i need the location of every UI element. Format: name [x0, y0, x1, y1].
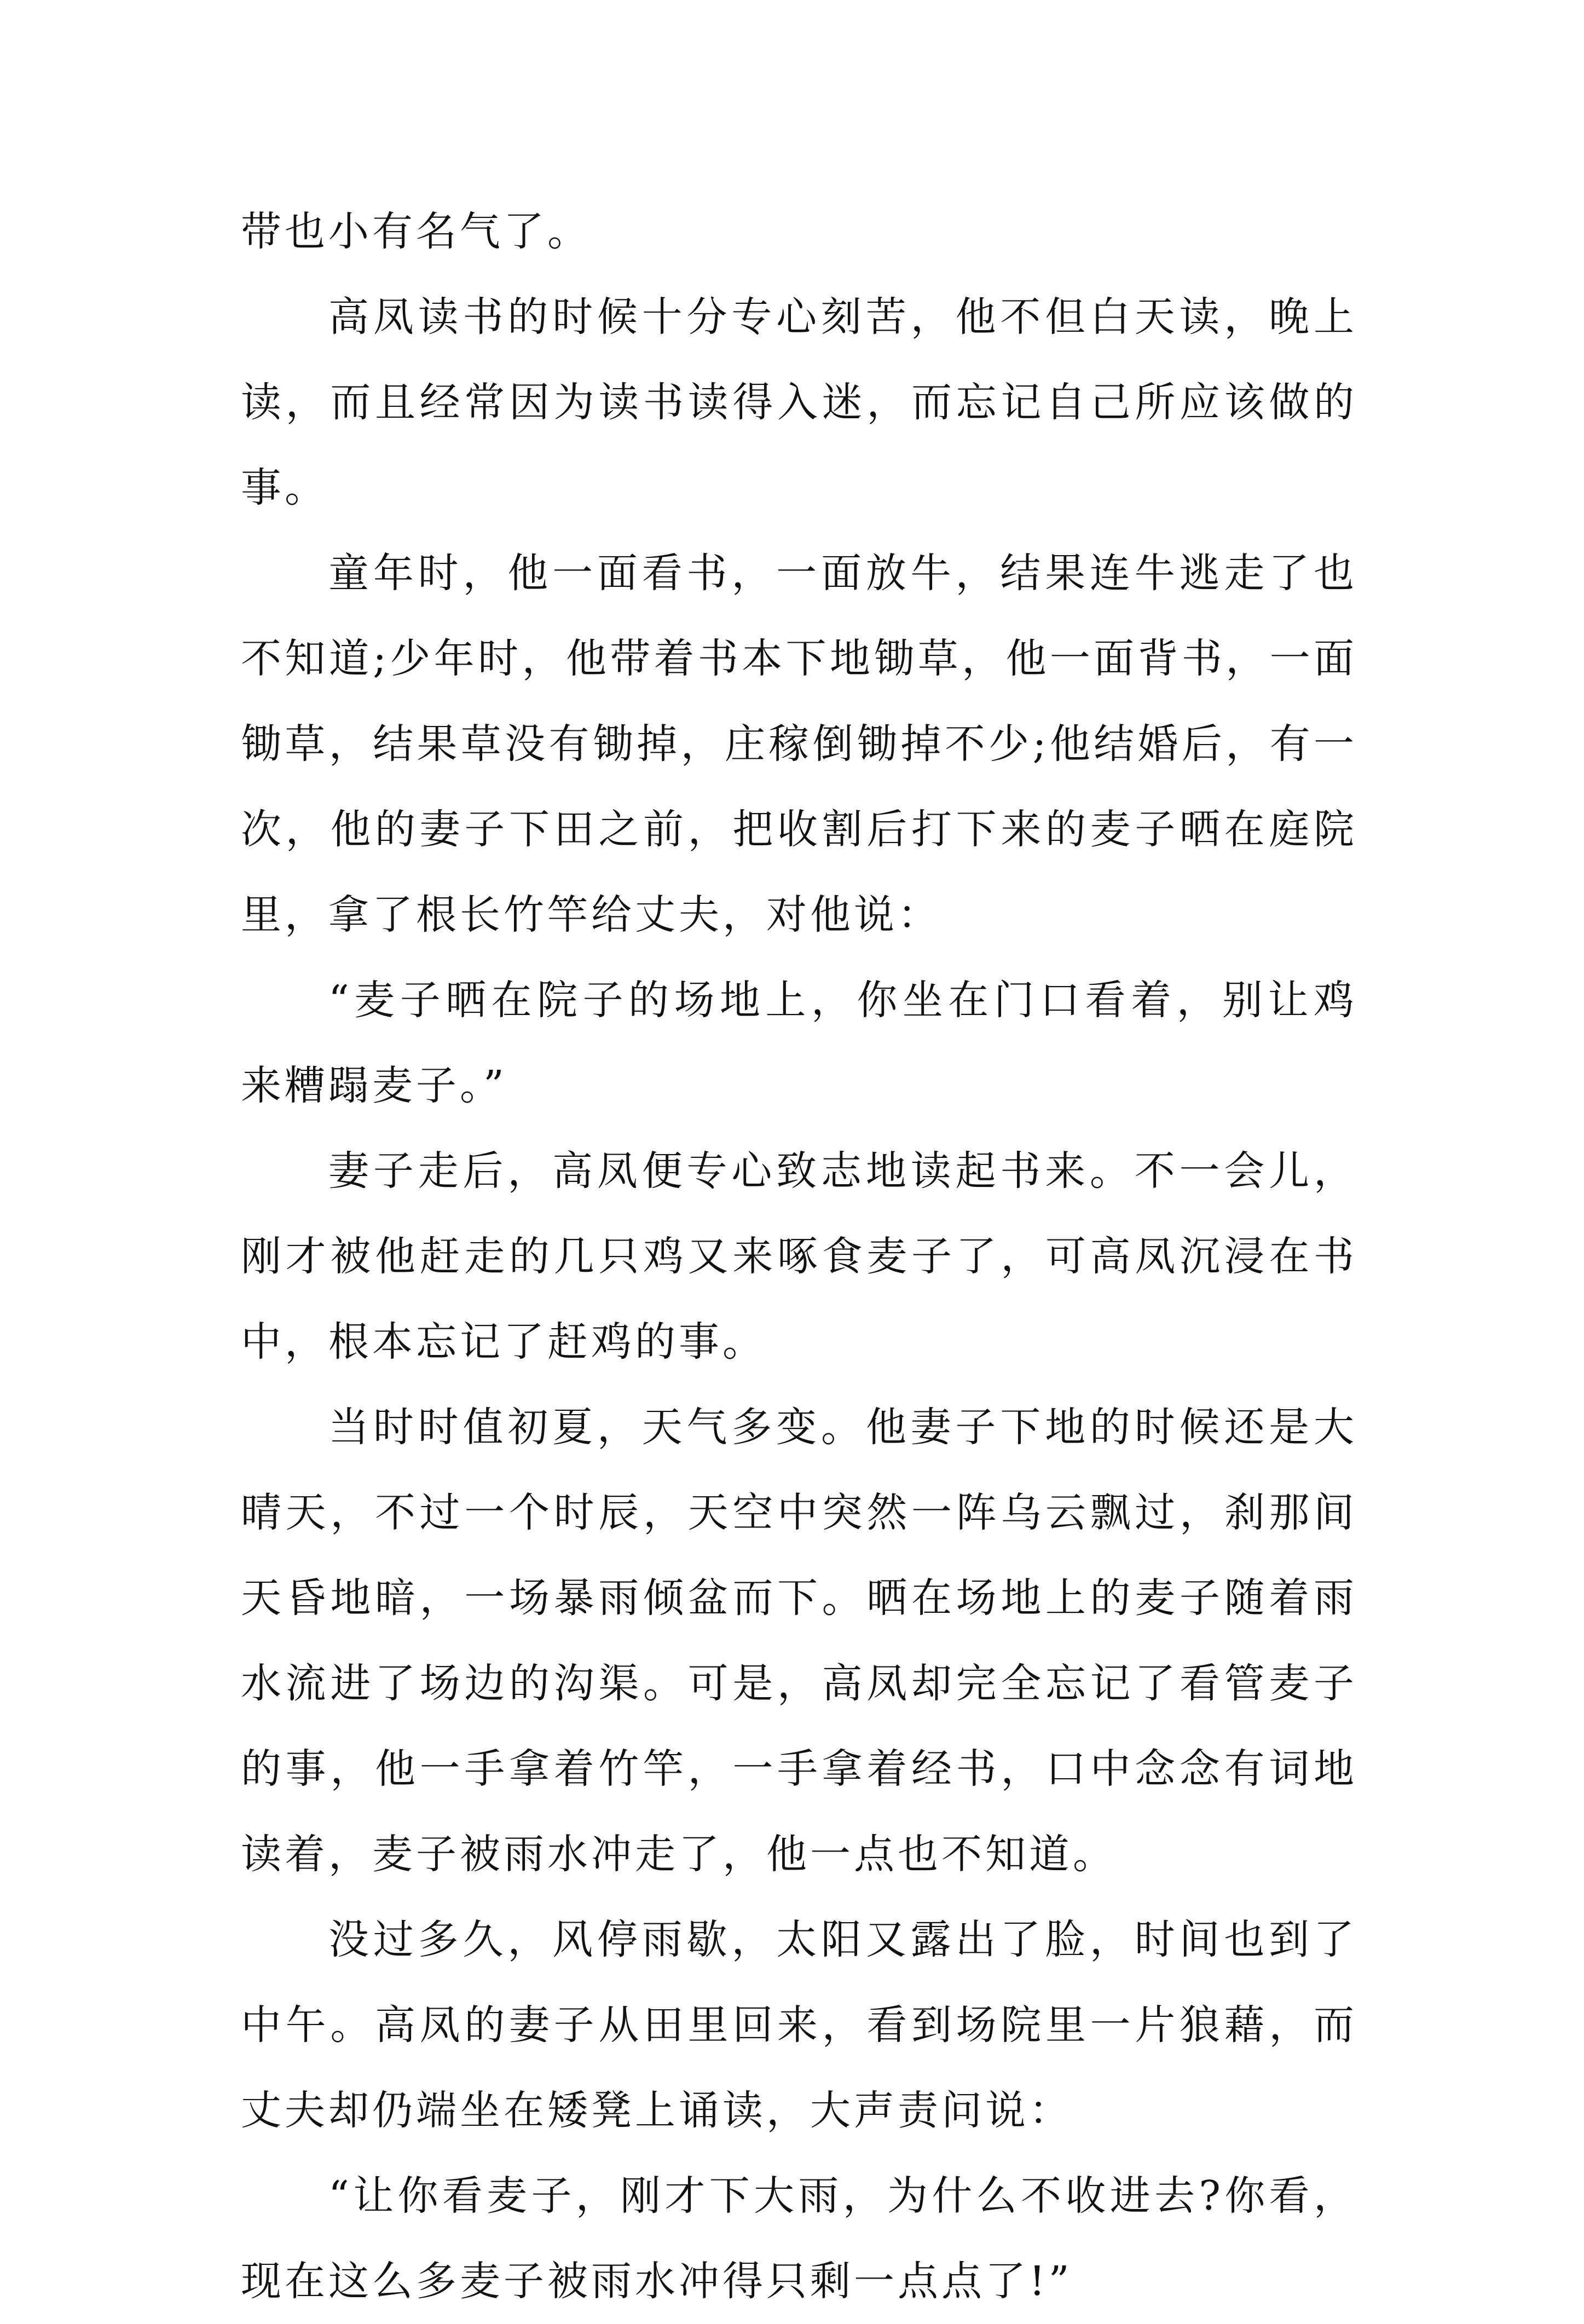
paragraph-quote: “麦子晒在院子的场地上，你坐在门口看着，别让鸡来糟蹋麦子。” — [241, 977, 1357, 1109]
paragraph: 没过多久，风停雨歇，太阳又露出了脸，时间也到了中午。高凤的妻子从田里回来，看到场院里一片狼藉，而丈夫却仍端坐在矮凳上诵读，大声责问说： — [241, 1916, 1357, 2134]
paragraph-continuation: 带也小有名气了。 — [241, 208, 591, 255]
paragraph-quote: “让你看麦子，刚才下大雨，为什么不收进去?你看，现在这么多麦子被雨水冲得只剩一点点了!” — [241, 2172, 1357, 2305]
paragraph: 高凤读书的时候十分专心刻苦，他不但白天读，晚上读，而且经常因为读书读得入迷，而忘记自己所应该做的事。 — [241, 293, 1357, 511]
document-body — [241, 189, 1357, 2324]
paragraph: 当时时值初夏，天气多变。他妻子下地的时候还是大晴天，不过一个时辰，天空中突然一阵乌云飘过，刹那间天昏地暗，一场暴雨倾盆而下。晒在场地上的麦子随着雨水流进了场边的沟渠。可是，高凤却完全忘记了看管麦子的事，他一手拿着竹竿，一手拿着经书，口中念念有词地读着，麦子被雨水冲走了，他一点也不知道。 — [241, 1404, 1357, 1878]
paragraph: 妻子走后，高凤便专心致志地读起书来。不一会儿，刚才被他赶走的几只鸡又来啄食麦子了，可高凤沉浸在书中，根本忘记了赶鸡的事。 — [241, 1147, 1357, 1365]
paragraph: 童年时，他一面看书，一面放牛，结果连牛逃走了也不知道;少年时，他带着书本下地锄草，他一面背书，一面锄草，结果草没有锄掉，庄稼倒锄掉不少;他结婚后，有一次，他的妻子下田之前，把收割后打下来的麦子晒在庭院里，拿了根长竹竿给丈夫，对他说： — [241, 550, 1357, 938]
